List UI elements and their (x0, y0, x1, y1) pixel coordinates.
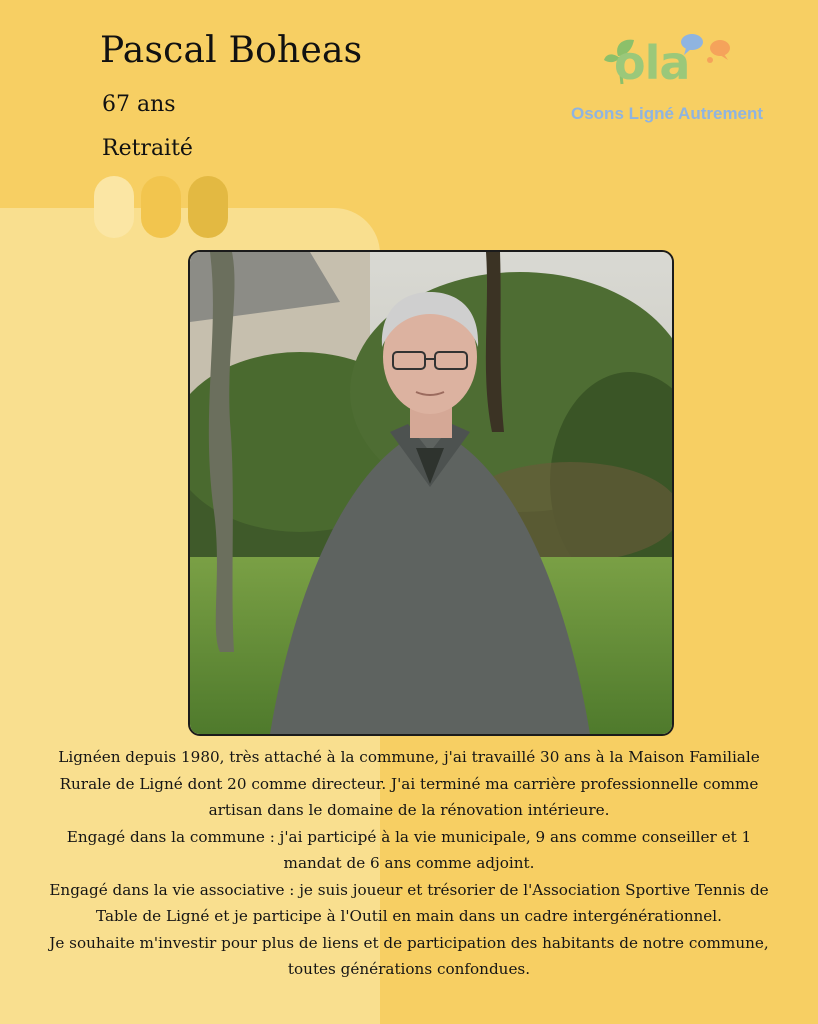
portrait-photo (188, 250, 674, 736)
logo-tagline: Osons Ligné Autrement (571, 104, 764, 123)
decorative-pill-medium (141, 176, 181, 238)
bio-paragraph: Je souhaite m'investir pour plus de liens et de participation des habitants de notre commune, toutes générations confondues. (49, 933, 769, 978)
person-name: Pascal Boheas (100, 30, 363, 71)
decorative-pill-dark (188, 176, 228, 238)
logo-wordmark: ola (614, 36, 690, 90)
person-age: 67 ans (102, 92, 176, 117)
person-occupation: Retraité (102, 136, 193, 161)
bio-paragraph: Engagé dans la commune : j'ai participé à la vie municipale, 9 ans comme conseiller et 1 mandat de 6 ans comme adjoint. (66, 827, 752, 872)
ola-logo (560, 30, 786, 126)
biography (40, 744, 778, 983)
portrait-photo-icon (190, 252, 672, 734)
bio-paragraph: Lignéen depuis 1980, très attaché à la commune, j'ai travaillé 30 ans à la Maison Familiale Rurale de Ligné dont 20 comme directeur. J'ai terminé ma carrière professionnelle comme artisan dans le domaine de la rénovation intérieure. (58, 748, 760, 819)
bio-paragraph: Engagé dans la vie associative : je suis joueur et trésorier de l'Association Sportive Tennis de Table de Ligné et je participe à l'Outil en main dans un cadre intergénérationnel. (49, 880, 769, 925)
decorative-pill-light (94, 176, 134, 238)
